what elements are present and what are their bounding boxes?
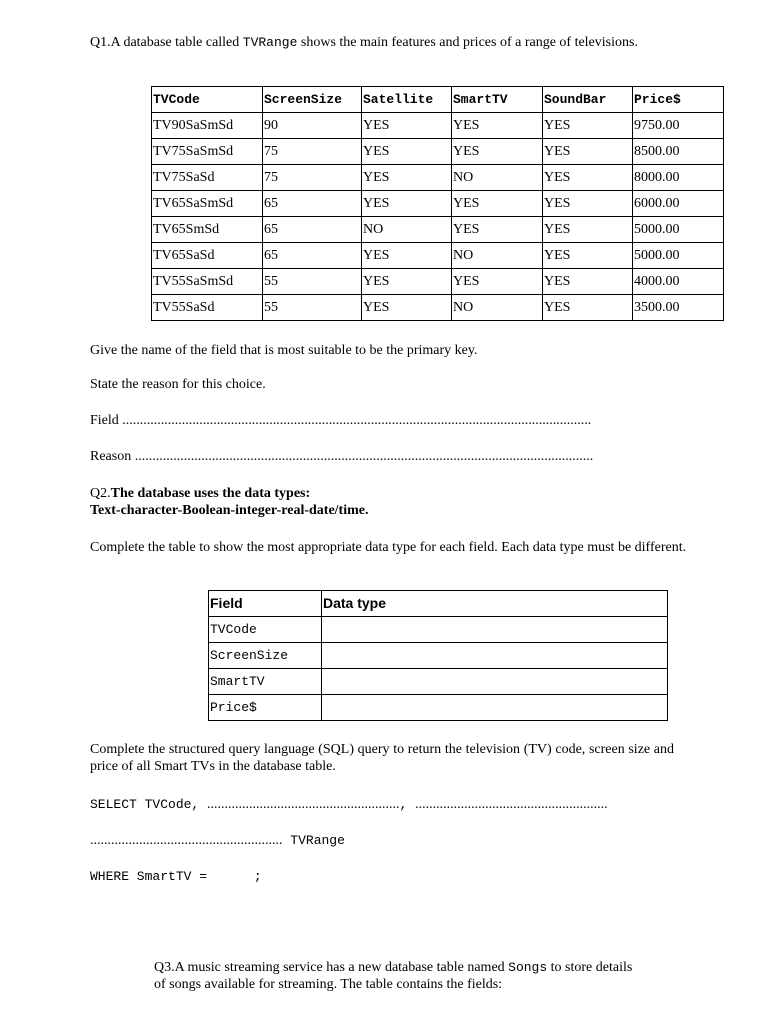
cell-satellite: YES	[362, 295, 452, 321]
field-name-cell: Price$	[209, 695, 322, 721]
cell-price: 4000.00	[633, 269, 724, 295]
cell-satellite: YES	[362, 269, 452, 295]
cell-smarttv: YES	[452, 139, 543, 165]
table-row	[152, 113, 724, 139]
data-type-answer-cell[interactable]	[322, 643, 668, 669]
table-row	[152, 269, 724, 295]
q3-table-name: Songs	[508, 960, 548, 975]
sql-comma: ,	[399, 797, 416, 812]
cell-price: 3500.00	[633, 295, 724, 321]
table-row	[152, 243, 724, 269]
cell-soundbar: YES	[543, 139, 633, 165]
table-row	[152, 165, 724, 191]
cell-smarttv: YES	[452, 269, 543, 295]
cell-smarttv: NO	[452, 243, 543, 269]
sql-line-from[interactable]	[90, 832, 680, 849]
cell-screensize: 65	[263, 217, 362, 243]
field-label: Field	[90, 413, 119, 428]
cell-screensize: 90	[263, 113, 362, 139]
table-row	[209, 643, 668, 669]
q1-intro	[90, 34, 680, 51]
cell-screensize: 55	[263, 295, 362, 321]
q3-intro-text-b: to store details of songs available for streaming. The table contains the fields:	[154, 960, 633, 992]
cell-tvcode: TV65SaSd	[152, 243, 263, 269]
cell-satellite: YES	[362, 139, 452, 165]
table-row	[209, 617, 668, 643]
cell-tvcode: TV75SaSmSd	[152, 139, 263, 165]
q2-heading	[90, 485, 680, 519]
cell-screensize: 65	[263, 243, 362, 269]
cell-price: 9750.00	[633, 113, 724, 139]
cell-satellite: NO	[362, 217, 452, 243]
cell-smarttv: NO	[452, 165, 543, 191]
data-type-table	[208, 590, 668, 721]
cell-satellite: YES	[362, 113, 452, 139]
table-row	[209, 669, 668, 695]
q1-intro-text-a: Q1.A database table called	[90, 35, 243, 50]
header-field: Field	[209, 591, 322, 617]
q2-heading-line1: The database uses the data types:	[110, 486, 311, 501]
data-type-answer-cell[interactable]	[322, 617, 668, 643]
cell-satellite: YES	[362, 165, 452, 191]
cell-tvcode: TV55SaSmSd	[152, 269, 263, 295]
cell-tvcode: TV65SmSd	[152, 217, 263, 243]
cell-soundbar: YES	[543, 243, 633, 269]
cell-satellite: YES	[362, 243, 452, 269]
cell-smarttv: NO	[452, 295, 543, 321]
q3-intro-text-a: Q3.A music streaming service has a new database table named	[154, 960, 509, 975]
header-screensize: ScreenSize	[263, 87, 362, 113]
cell-satellite: YES	[362, 191, 452, 217]
tv-range-table	[151, 86, 724, 321]
table-header-row	[152, 87, 724, 113]
sql-line-select[interactable]	[90, 796, 710, 813]
sql-dots-b: .......................................................	[415, 797, 608, 812]
header-satellite: Satellite	[362, 87, 452, 113]
field-name-cell: SmartTV	[209, 669, 322, 695]
sql-select-prefix: SELECT TVCode,	[90, 797, 208, 812]
reason-prompt: State the reason for this choice.	[90, 377, 266, 392]
header-tvcode: TVCode	[152, 87, 263, 113]
cell-price: 5000.00	[633, 217, 724, 243]
table-row	[152, 139, 724, 165]
header-price: Price$	[633, 87, 724, 113]
q3-intro	[154, 959, 644, 993]
cell-soundbar: YES	[543, 113, 633, 139]
cell-soundbar: YES	[543, 165, 633, 191]
q2-instruction: Complete the table to show the most appropriate data type for each field. Each data type must be different.	[90, 540, 687, 555]
cell-screensize: 55	[263, 269, 362, 295]
field-dots: ......................................................................................................................................	[122, 413, 592, 428]
cell-smarttv: YES	[452, 191, 543, 217]
header-smarttv: SmartTV	[452, 87, 543, 113]
cell-tvcode: TV75SaSd	[152, 165, 263, 191]
reason-label: Reason	[90, 449, 132, 464]
cell-tvcode: TV65SaSmSd	[152, 191, 263, 217]
sql-prompt: Complete the structured query language (SQL) query to return the television (TV) code, screen size and price of all Smart TVs in the database table.	[90, 742, 674, 774]
cell-soundbar: YES	[543, 191, 633, 217]
cell-screensize: 65	[263, 191, 362, 217]
cell-tvcode: TV90SaSmSd	[152, 113, 263, 139]
sql-dots-c: .......................................................	[90, 833, 283, 848]
table-row	[209, 695, 668, 721]
cell-price: 6000.00	[633, 191, 724, 217]
table-row	[152, 191, 724, 217]
cell-price: 5000.00	[633, 243, 724, 269]
sql-line-where[interactable]: WHERE SmartTV = ;	[90, 869, 262, 884]
q2-number: Q2.	[90, 486, 111, 501]
cell-price: 8000.00	[633, 165, 724, 191]
q2-heading-line2: Text-character-Boolean-integer-real-date/time.	[90, 503, 369, 518]
field-name-cell: ScreenSize	[209, 643, 322, 669]
table-row	[152, 217, 724, 243]
sql-from-suffix: TVRange	[282, 833, 345, 848]
cell-soundbar: YES	[543, 217, 633, 243]
cell-screensize: 75	[263, 165, 362, 191]
table-header-row	[209, 591, 668, 617]
reason-dots: ...................................................................................................................................	[134, 449, 594, 464]
cell-soundbar: YES	[543, 295, 633, 321]
header-data-type: Data type	[322, 591, 668, 617]
cell-soundbar: YES	[543, 269, 633, 295]
cell-tvcode: TV55SaSd	[152, 295, 263, 321]
cell-smarttv: YES	[452, 217, 543, 243]
field-name-cell: TVCode	[209, 617, 322, 643]
cell-smarttv: YES	[452, 113, 543, 139]
header-soundbar: SoundBar	[543, 87, 633, 113]
table-row	[152, 295, 724, 321]
primary-key-prompt: Give the name of the field that is most suitable to be the primary key.	[90, 343, 478, 358]
q1-intro-text-b: shows the main features and prices of a range of televisions.	[297, 35, 638, 50]
sql-dots-a: .......................................................	[207, 797, 400, 812]
data-type-answer-cell[interactable]	[322, 695, 668, 721]
q1-table-name: TVRange	[242, 35, 298, 50]
data-type-answer-cell[interactable]	[322, 669, 668, 695]
cell-screensize: 75	[263, 139, 362, 165]
field-answer-line[interactable]	[90, 412, 680, 429]
reason-answer-line[interactable]	[90, 448, 680, 465]
cell-price: 8500.00	[633, 139, 724, 165]
